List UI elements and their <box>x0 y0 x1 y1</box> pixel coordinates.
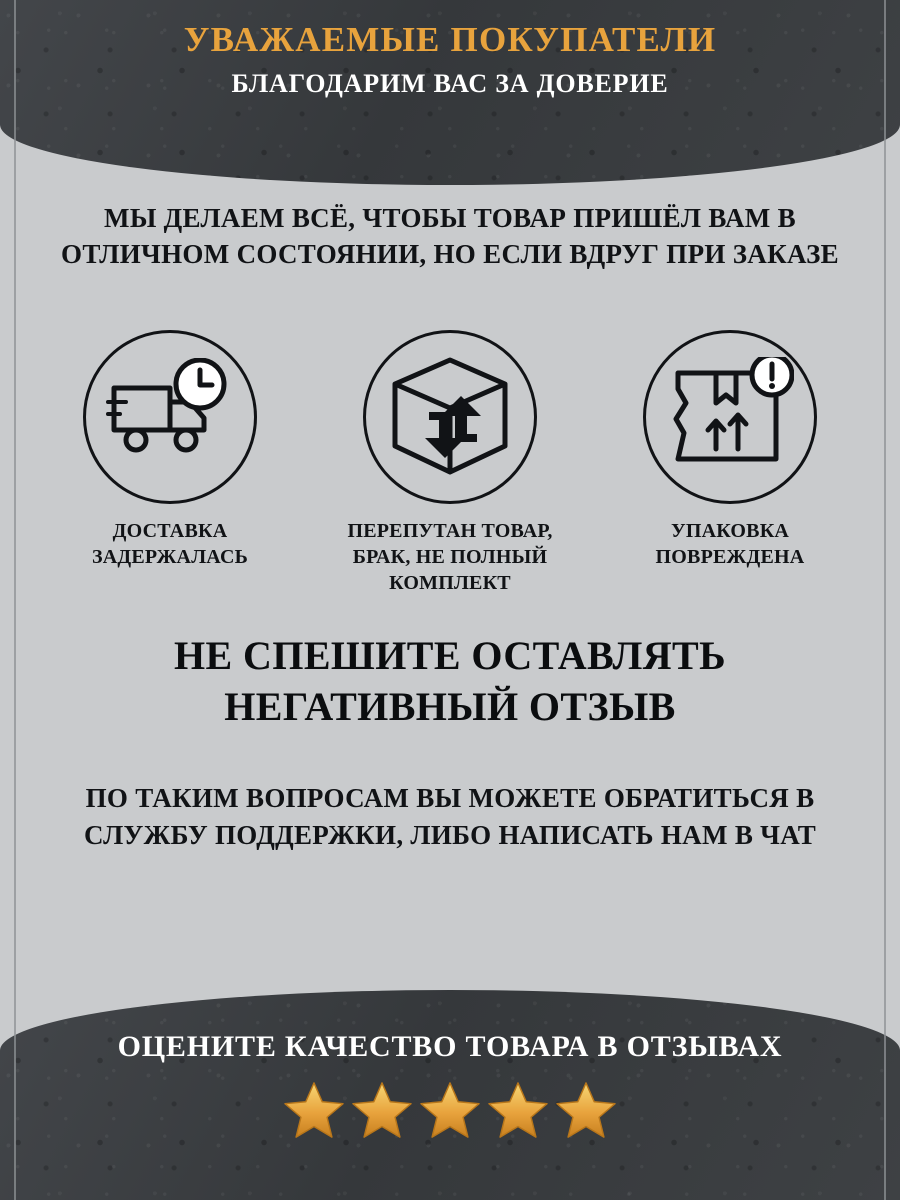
issue-caption: УПАКОВКА ПОВРЕЖДЕНА <box>655 520 805 568</box>
star-icon <box>555 1080 617 1140</box>
header <box>0 22 900 99</box>
header-title: УВАЖАЕМЫЕ ПОКУПАТЕЛИ <box>183 20 717 59</box>
star-icon <box>419 1080 481 1140</box>
damaged-package-icon <box>643 330 817 504</box>
footer-title: ОЦЕНИТЕ КАЧЕСТВО ТОВАРА В ОТЗЫВАХ <box>117 1030 783 1063</box>
issue-item-delivery-delayed <box>40 330 300 570</box>
header-subtitle: БЛАГОДАРИМ ВАС ЗА ДОВЕРИЕ <box>231 68 669 98</box>
star-icon <box>283 1080 345 1140</box>
footer <box>0 1028 900 1140</box>
star-icon <box>487 1080 549 1140</box>
issue-icons-row <box>40 330 860 596</box>
issue-item-wrong-item <box>320 330 580 596</box>
left-vertical-rule <box>14 0 16 1200</box>
delivery-truck-clock-icon <box>83 330 257 504</box>
headline-text: НЕ СПЕШИТЕ ОСТАВЛЯТЬ НЕГАТИВНЫЙ ОТЗЫВ <box>174 633 726 730</box>
rating-stars <box>0 1080 900 1140</box>
issue-caption: ПЕРЕПУТАН ТОВАР, БРАК, НЕ ПОЛНЫЙ КОМПЛЕКТ <box>347 520 553 594</box>
star-icon <box>351 1080 413 1140</box>
right-vertical-rule <box>884 0 886 1200</box>
issue-caption: ДОСТАВКА ЗАДЕРЖАЛАСЬ <box>91 520 249 568</box>
support-text: ПО ТАКИМ ВОПРОСАМ ВЫ МОЖЕТЕ ОБРАТИТЬСЯ В СЛУЖБУ ПОДДЕРЖКИ, ЛИБО НАПИСАТЬ НАМ В ЧАТ <box>83 783 817 850</box>
intro-text: МЫ ДЕЛАЕМ ВСЁ, ЧТОБЫ ТОВАР ПРИШЁЛ ВАМ В ОТЛИЧНОМ СОСТОЯНИИ, НО ЕСЛИ ВДРУГ ПРИ ЗАКАЗЕ <box>61 203 839 270</box>
issue-item-damaged-package <box>600 330 860 570</box>
box-exchange-arrows-icon <box>363 330 537 504</box>
